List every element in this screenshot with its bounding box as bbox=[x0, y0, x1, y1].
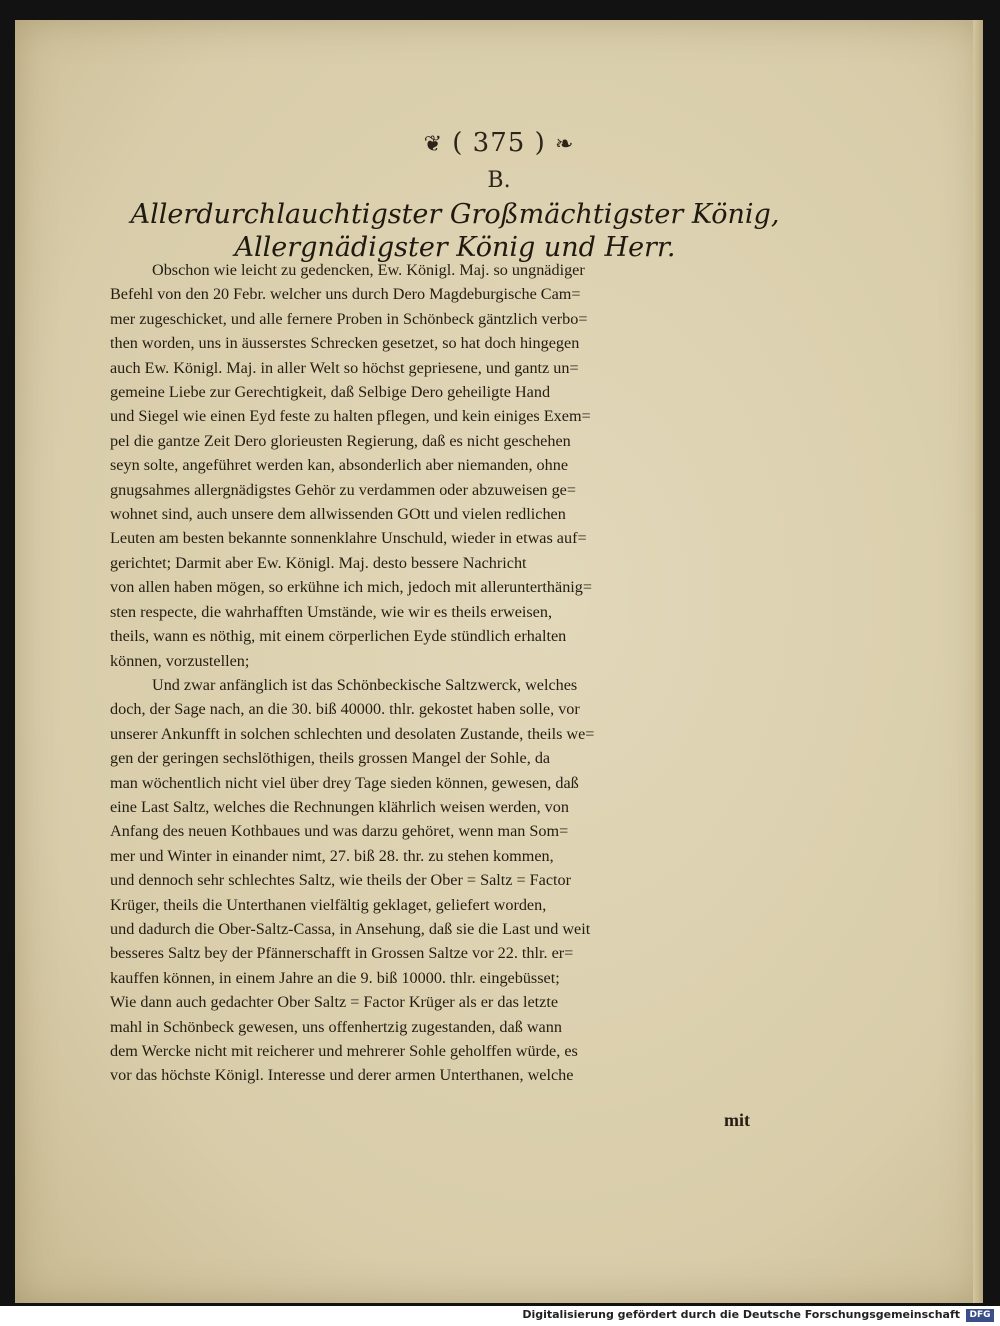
text-line: man wöchentlich nicht viel über drey Tage sieden können, gewesen, daß bbox=[110, 773, 579, 792]
text-line: seyn solte, angeführet werden kan, absonderlich aber niemanden, ohne bbox=[110, 456, 569, 475]
text-line: eine Last Saltz, welches die Rechnungen klährlich weisen werden, von bbox=[110, 797, 569, 816]
catchword: mit bbox=[724, 1110, 750, 1130]
text-line: gemeine Liebe zur Gerechtigkeit, daß Selbige Dero geheiligte Hand bbox=[110, 383, 551, 402]
letter-salutation bbox=[125, 198, 785, 264]
text-line: mer zugeschicket, und alle fernere Proben in Schönbeck gäntzlich verbo= bbox=[110, 309, 588, 328]
text-line: theils, wann es nöthig, mit einem cörperlichen Eyde stündlich erhalten bbox=[110, 627, 567, 646]
footer-bar bbox=[0, 1306, 1000, 1326]
text-line: Obschon wie leicht zu gedencken, Ew. Königl. Maj. so ungnädiger bbox=[152, 261, 585, 279]
salutation-line-1: Allerdurchlauchtigster Großmächtigster König, bbox=[130, 199, 780, 230]
text-line: doch, der Sage nach, an die 30. biß 40000. thlr. gekostet haben solle, vor bbox=[110, 700, 580, 719]
dfg-logo-icon: DFG bbox=[966, 1309, 994, 1322]
text-line: unserer Ankunfft in solchen schlechten und desolaten Zustande, theils we= bbox=[110, 724, 595, 743]
ornament-left-icon: ❦ bbox=[423, 132, 443, 157]
salutation-line-2: Allergnädigster König und Herr. bbox=[234, 232, 676, 263]
text-line: und dennoch sehr schlechtes Saltz, wie theils der Ober = Saltz = Factor bbox=[110, 871, 572, 890]
text-line: then worden, uns in äusserstes Schrecken gesetzet, so hat doch hingegen bbox=[110, 334, 580, 353]
text-line: von allen haben mögen, so erkühne ich mich, jedoch mit allerunterthänig= bbox=[110, 578, 593, 597]
text-line: mer und Winter in einander nimt, 27. biß 28. thr. zu stehen kommen, bbox=[110, 846, 554, 865]
text-line: wohnet sind, auch unsere dem allwissenden GOtt und vielen redlichen bbox=[110, 505, 566, 524]
text-line: Wie dann auch gedachter Ober Saltz = Factor Krüger als er das letzte bbox=[110, 993, 559, 1012]
text-line: und dadurch die Ober-Saltz-Cassa, in Ansehung, daß sie die Last und weit bbox=[110, 919, 591, 938]
text-line: Anfang des neuen Kothbaues und was darzu gehöret, wenn man Som= bbox=[110, 822, 569, 841]
text-line: Krüger, theils die Unterthanen vielfältig geklaget, geliefert worden, bbox=[110, 895, 547, 914]
text-line: sten respecte, die wahrhafften Umstände, wie wir es theils erweisen, bbox=[110, 602, 553, 621]
page-edge bbox=[973, 20, 983, 1303]
text-line: gerichtet; Darmit aber Ew. Königl. Maj. desto bessere Nachricht bbox=[110, 553, 527, 572]
text-line: Befehl von den 20 Febr. welcher uns durch Dero Magdeburgische Cam= bbox=[110, 285, 581, 304]
text-line: gen der geringen sechslöthigen, theils grossen Mangel der Sohle, da bbox=[110, 749, 551, 768]
text-line: besseres Saltz bey der Pfännerschafft in Grossen Saltze vor 22. thlr. er= bbox=[110, 944, 574, 963]
ornament-right-icon: ❧ bbox=[554, 132, 575, 157]
text-line: gnugsahmes allergnädigstes Gehör zu verdammen oder abzuweisen ge= bbox=[110, 480, 576, 499]
text-line: Und zwar anfänglich ist das Schönbeckische Saltzwerck, welches bbox=[152, 675, 578, 694]
text-line: kauffen können, in einem Jahre an die 9. biß 10000. thlr. eingebüsset; bbox=[110, 968, 560, 987]
page-header bbox=[15, 128, 983, 158]
body-text bbox=[110, 258, 770, 1088]
funding-credit: Digitalisierung gefördert durch die Deutsche Forschungsgemeinschaft bbox=[522, 1308, 960, 1321]
text-line: Leuten am besten bekannte sonnenklahre Unschuld, wieder in etwas auf= bbox=[110, 529, 587, 548]
text-line: vor das höchste Königl. Interesse und derer armen Unterthanen, welche bbox=[110, 1066, 574, 1085]
book-page bbox=[15, 20, 983, 1303]
signature-mark: B. bbox=[487, 168, 511, 193]
text-line: dem Wercke nicht mit reicherer und mehrerer Sohle geholffen würde, es bbox=[110, 1042, 578, 1060]
text-line: mahl in Schönbeck gewesen, uns offenhertzig zugestanden, daß wann bbox=[110, 1017, 562, 1036]
text-line: auch Ew. Königl. Maj. in aller Welt so höchst gepriesene, und gantz un= bbox=[110, 358, 579, 377]
text-line: und Siegel wie einen Eyd feste zu halten pflegen, und kein einiges Exem= bbox=[110, 407, 591, 426]
text-line: können, vorzustellen; bbox=[110, 651, 250, 670]
text-line: pel die gantze Zeit Dero glorieusten Regierung, daß es nicht geschehen bbox=[110, 431, 571, 450]
page-number: ( 375 ) bbox=[452, 128, 546, 158]
